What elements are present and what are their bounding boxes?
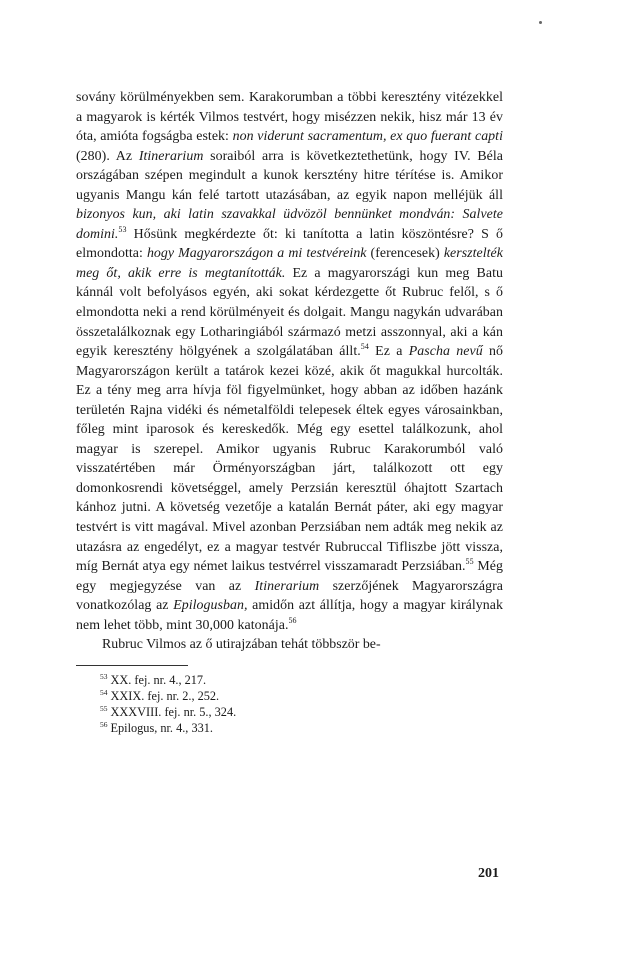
italic-name: Pascha nevű: [408, 344, 483, 360]
work-title: Epilogusban,: [173, 598, 248, 614]
footnote-ref-53: 53: [118, 224, 127, 234]
text-run: Még egy megjegyzése van az: [76, 559, 503, 594]
italic-quote: bizonyos kun, aki latin szavakkal üdvözöl bennünket mondván: Salvete domini.: [76, 207, 503, 242]
page-number: 201: [478, 866, 499, 881]
text-run: nő Magyarországon került a tatárok kezei közé, akik őt magukkal hurcolták. Ez a tény meg arra hívja föl figyelmünket, hogy abban az időben hazánk területén Rajna vidéki és németalföldi telepesek éltek egyes városainkban, főleg mint iparosok és kereskedők. Még egy esettel találkozunk, ahol magyar is szerepel. Amikor ugyanis Rubruc Karakorumból való visszatértében már Örményországban járt, találkozott ott egy domonkosrendi követséggel, amely Perzsián keresztül óhajtott Szartach kánhoz jutni. A követség vezetője a katalán Bernát páter, aki egy magyar testvért is vitt magával. Mivel azonban Perzsiában nem adták meg nekik az utazásra az engedélyt, ez a magyar testvér Rubruccal Tifliszbe jött vissza, míg Bernát atya egy német laikus testvérrel visszamaradt Perzsiában.: [76, 344, 503, 575]
footnote: [100, 688, 503, 704]
text-run: amidőn azt állítja, hogy a magyar királynak nem lehet több, mint 30,000 katonája.: [76, 598, 503, 633]
text-run: Ez a magyarországi kun meg Batu kánnál volt befolyásos egyén, aki sokat kérdezgette őt Rubruc felől, s ő elmondotta neki a rend körülményeit és dolgait. Mangu nagykán udvarában összetalálkoznak egy Lotharingiából származó metzi asszonnyal, aki a kán egyik keresztény hölgyének a szolgálatában állt.: [76, 265, 503, 360]
footnote-text: XXXVIII. fej. nr. 5., 324.: [110, 704, 237, 719]
text-run: Hősünk megkérdezte őt: ki tanította a latin köszöntésre? S ő elmondotta:: [76, 226, 503, 262]
italic-quote: hogy Magyarországon a mi testvéreink: [146, 246, 367, 262]
footnote-text: Epilogus, nr. 4., 331.: [110, 720, 213, 735]
footnote: [100, 720, 503, 736]
footnote-number: 53: [100, 671, 108, 681]
print-speck: [539, 21, 542, 24]
text-run: (ferencesek): [366, 246, 444, 262]
paragraph-2: Rubruc Vilmos az ő utirajzában tehát többször be-: [102, 637, 381, 653]
paragraph-1: [76, 88, 503, 635]
text-run: Ez a: [368, 344, 409, 360]
latin-quote: non viderunt sacramentum, ex quo fuerant capti: [232, 129, 503, 145]
italic-quote: kersztelték meg őt, akik erre is megtanították.: [76, 246, 503, 281]
text-run: soraiból arra is következtethetünk, hogy IV. Béla országában szépen megindult a kunok kersztény hitre térítése is. Amikor ugyanis Mangu kán felé tartott utazásában, az egyik napon melléjük áll: [76, 148, 504, 203]
footnote-ref-56: 56: [288, 615, 297, 625]
text-run: sovány körülményekben sem. Karakorumban a többi keresztény vitézekkel a magyarok is kérték Vilmos testvért, hogy misézzen nekik, hisz már 13 év óta, amióta fogságba estek:: [76, 90, 503, 145]
footnote-number: 56: [100, 719, 108, 729]
footnote-text: XX. fej. nr. 4., 217.: [110, 672, 207, 687]
footnote: [100, 672, 503, 688]
work-title: Itinerarium: [138, 148, 204, 164]
text-run: szerzőjének Magyarországra vonatkozólag az: [76, 578, 504, 614]
footnote-ref-55: 55: [465, 557, 474, 567]
footnotes: [76, 672, 503, 736]
text-run: (280). Az: [76, 148, 139, 164]
footnote: [100, 704, 503, 720]
book-page: [76, 88, 503, 736]
footnote-number: 54: [100, 687, 108, 697]
footnote-divider: [76, 665, 188, 666]
footnote-ref-54: 54: [360, 342, 369, 352]
footnote-text: XXIX. fej. nr. 2., 252.: [110, 688, 220, 703]
work-title: Itinerarium: [254, 578, 320, 594]
footnote-number: 55: [100, 703, 108, 713]
